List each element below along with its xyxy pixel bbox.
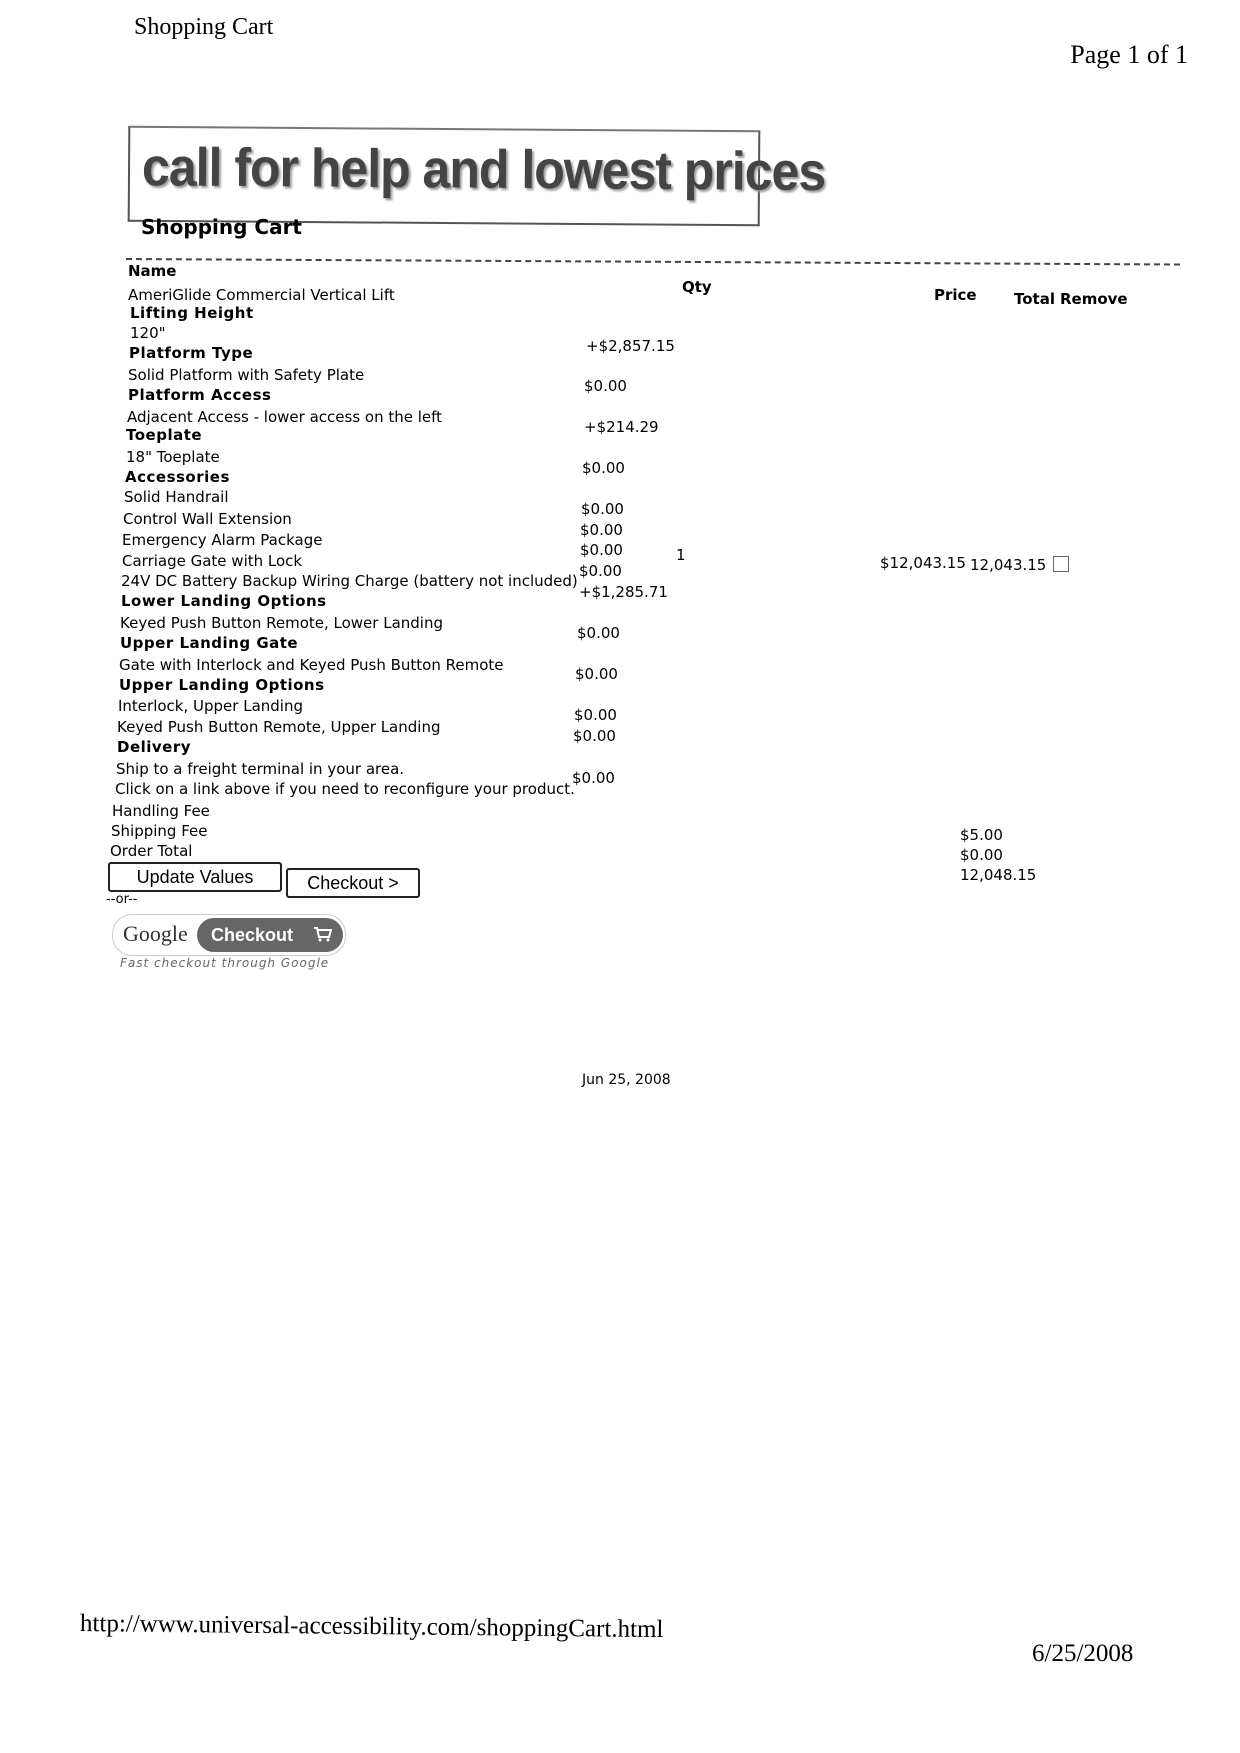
handling-fee-label: Handling Fee: [112, 802, 210, 820]
update-values-button[interactable]: Update Values: [108, 862, 282, 892]
option-value-delivery[interactable]: Ship to a freight terminal in your area.: [116, 760, 405, 778]
print-page-number: Page 1 of 1: [1070, 40, 1188, 69]
option-title-delivery: Delivery: [117, 738, 192, 756]
column-header-price: Price: [934, 286, 977, 304]
order-total-value: 12,048.15: [960, 866, 1037, 884]
option-value-accessory-1[interactable]: Solid Handrail: [124, 488, 229, 506]
option-value-lower-landing[interactable]: Keyed Push Button Remote, Lower Landing: [120, 614, 443, 632]
page-date: Jun 25, 2008: [582, 1072, 671, 1088]
print-date: 6/25/2008: [1032, 1640, 1134, 1667]
option-value-lifting-height[interactable]: 120": [130, 324, 166, 342]
column-header-name: Name: [128, 262, 177, 280]
shipping-fee-label: Shipping Fee: [111, 822, 208, 840]
option-price-accessory-4: $0.00: [579, 562, 622, 580]
reconfigure-note: Click on a link above if you need to reconfigure your product.: [115, 780, 575, 798]
item-line-total: 12,043.15: [970, 556, 1047, 574]
option-price-accessory-3: $0.00: [580, 541, 623, 559]
option-title-accessories: Accessories: [125, 468, 230, 486]
option-price-upper-landing-2: $0.00: [573, 727, 616, 745]
option-price-accessory-2: $0.00: [580, 521, 623, 539]
option-price-upper-landing-1: $0.00: [574, 706, 617, 724]
option-title-lifting-height: Lifting Height: [130, 304, 254, 322]
banner-text: call for help and lowest prices: [141, 136, 826, 202]
option-price-upper-landing-gate: $0.00: [575, 665, 618, 683]
column-header-qty: Qty: [682, 278, 712, 296]
option-price-accessory-1: $0.00: [581, 500, 624, 518]
divider: [126, 258, 1180, 266]
help-banner[interactable]: [128, 126, 826, 226]
column-header-total: Total: [1014, 290, 1055, 308]
option-title-upper-landing-options: Upper Landing Options: [119, 676, 325, 694]
shipping-fee-value: $0.00: [960, 846, 1003, 864]
option-price-platform-type: +$2,857.15: [586, 337, 675, 355]
google-checkout-label: Checkout: [211, 925, 294, 945]
option-price-platform-access: $0.00: [584, 377, 627, 395]
handling-fee-value: $5.00: [960, 826, 1003, 844]
option-price-lower-landing: $0.00: [577, 624, 620, 642]
option-value-accessory-5[interactable]: 24V DC Battery Backup Wiring Charge (battery not included): [121, 572, 578, 590]
remove-checkbox[interactable]: [1053, 556, 1069, 572]
option-price-toeplate-value: $0.00: [582, 459, 625, 477]
checkout-button[interactable]: Checkout >: [286, 868, 420, 898]
shopping-cart-icon: [313, 926, 333, 942]
option-title-lower-landing-options: Lower Landing Options: [121, 592, 327, 610]
google-checkout-button[interactable]: [197, 918, 343, 952]
item-qty: 1: [676, 546, 686, 564]
option-value-accessory-2[interactable]: Control Wall Extension: [123, 510, 292, 528]
product-name-link[interactable]: AmeriGlide Commercial Vertical Lift: [128, 286, 395, 304]
option-value-upper-landing-2[interactable]: Keyed Push Button Remote, Upper Landing: [117, 718, 441, 736]
option-value-platform-access[interactable]: Adjacent Access - lower access on the left: [127, 408, 443, 426]
google-checkout-note: Fast checkout through Google: [120, 956, 330, 970]
option-price-accessory-5: +$1,285.71: [579, 583, 668, 601]
option-price-delivery: $0.00: [572, 769, 615, 787]
option-value-upper-landing-1[interactable]: Interlock, Upper Landing: [118, 697, 303, 715]
option-title-platform-type: Platform Type: [129, 344, 254, 362]
google-logo: Google: [123, 921, 188, 946]
order-total-label: Order Total: [110, 842, 193, 860]
or-separator: --or--: [106, 892, 138, 907]
print-url: http://www.universal-accessibility.com/shoppingCart.html: [79, 1610, 664, 1644]
option-value-toeplate[interactable]: 18" Toeplate: [126, 448, 220, 466]
option-price-toeplate: +$214.29: [584, 418, 659, 436]
column-header-remove: Remove: [1060, 290, 1128, 308]
option-value-accessory-4[interactable]: Carriage Gate with Lock: [122, 552, 303, 570]
option-title-platform-access: Platform Access: [128, 386, 272, 404]
item-unit-price: $12,043.15: [880, 554, 966, 572]
page-title: Shopping Cart: [141, 215, 302, 239]
option-title-toeplate: Toeplate: [126, 426, 203, 444]
option-title-upper-landing-gate: Upper Landing Gate: [120, 634, 299, 652]
option-value-accessory-3[interactable]: Emergency Alarm Package: [122, 531, 323, 549]
option-value-platform-type[interactable]: Solid Platform with Safety Plate: [128, 366, 365, 384]
option-value-upper-landing-gate[interactable]: Gate with Interlock and Keyed Push Button Remote: [119, 656, 504, 674]
google-checkout-widget: [112, 914, 346, 956]
print-header-title: Shopping Cart: [134, 14, 274, 40]
